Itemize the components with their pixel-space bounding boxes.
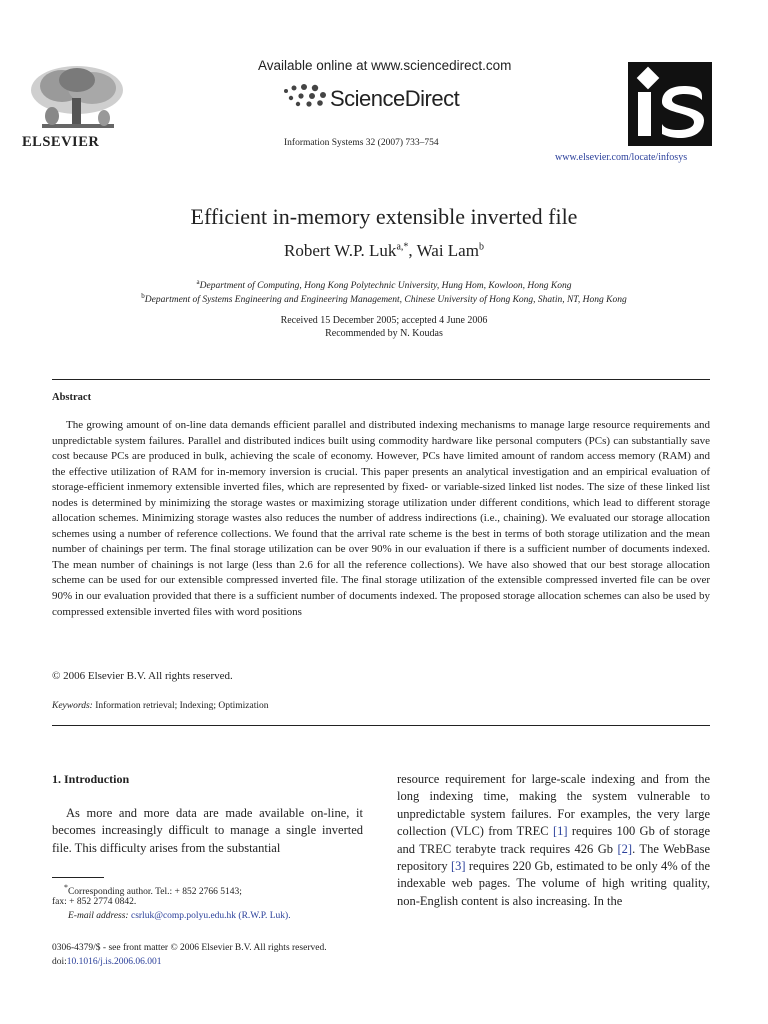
email-owner: (R.W.P. Luk). [236,911,291,921]
intro-text: requires 220 Gb, estimated to be only 4% of the indexable web pages. The volume of high writing quality, non-English content is also increasing. In the [397,859,711,908]
elsevier-tree-logo [22,64,132,136]
footnote-fax: fax: + 852 2774 0842. [52,897,137,907]
email-label: E-mail address: [68,911,129,921]
footnote-text: Corresponding author. Tel.: + 852 2766 5143; [67,887,242,898]
abstract-text: The growing amount of on-line data demands efficient parallel and distributed indexing mechanisms to manage large resource requirements and unpredictable system failures. Parallel and distributed indices built using commodity hardware like personal computers (PCs) can substantially save cost because PCs are produced in bulk, achieving the scale of economy. However, PCs have limited amount of random access memory (RAM) and the effective utilization of RAM for in-memory inversion is crucial. This paper presents an analytical investigation and an empirical evaluation of storage-efficient inmemory extensible inverted files, which are represented by fixed- or variable-sized linked list nodes. The size of these linked list nodes is determined by minimizing the storage wastes or maximizing storage utilization under different conditions, which lead to different storage allocation schemes. Minimizing storage wastes also reduces the number of address indirections (i.e., chaining). We evaluated our storage allocation schemes using a number of reference collections. We found that the arrival rate scheme is the best in terms of both storage utilization and the mean number of chainings per term. The final storage utilization can be over 90% in our evaluation if there is a sufficient number of documents indexed. The mean number of chainings is not large (less than 2.6 for all the reference collections). We have also showed that our best storage allocation scheme can be used for our extensible compressed inverted file. The final storage utilization of the extensible compressed inverted file can be over 90% in our evaluation provided that there is a sufficient number of documents indexed. The proposed storage allocation schemes can also be used by compressed extensible inverted files with word positions [52,419,710,618]
affiliation-mark: b [141,292,145,300]
journal-homepage-link[interactable]: www.elsevier.com/locate/infosys [555,152,688,163]
affiliation-mark: a [196,278,200,286]
author-separator: , [408,241,417,260]
doi-label: doi: [52,957,67,967]
journal-reference: Information Systems 32 (2007) 733–754 [284,138,439,148]
footnote-mark: * [64,883,68,892]
keywords-line [52,701,269,711]
elsevier-wordmark: ELSEVIER [22,134,100,150]
received-dates: Received 15 December 2005; accepted 4 June 2006 [280,315,488,326]
article-title: Efficient in-memory extensible inverted file [190,204,578,229]
abstract-heading: Abstract [52,392,92,403]
intro-paragraph: As more and more data are made available on-line, it becomes increasingly difficult to manage a single inverted file. This difficulty arises from the substantial [52,806,363,855]
email-link[interactable]: csrluk@comp.polyu.edu.hk [130,911,237,921]
footnote-rule [52,877,104,878]
sciencedirect-wordmark: ScienceDirect [330,86,460,111]
abstract-body [52,418,710,620]
divider [52,379,710,380]
available-online-text: Available online at www.sciencedirect.com [258,58,512,73]
citation-link[interactable]: [1] [552,824,568,839]
keywords-list: Information retrieval; Indexing; Optimization [95,701,269,711]
intro-text: resource requirement for large-scale indexing and from the long indexing time, making the system vulnerable to unpredictable system failures. For examples, the very large collection (VLC) from TREC [397,772,710,839]
affiliation-text: Department of Computing, Hong Kong Polytechnic University, Hung Hom, Kowloon, Hong Kong [199,281,572,292]
footnote-corresponding [64,883,242,897]
footnote-email [68,911,291,921]
section-heading: 1. Introduction [52,772,130,786]
citation-link[interactable]: [2] [617,841,633,856]
citation-link[interactable]: [3] [451,859,466,874]
recommended-by: Recommended by N. Koudas [325,328,443,339]
affiliation-text: Department of Systems Engineering and Engineering Management, Chinese University of Hong Kong, Shatin, NT, Hong Kong [144,295,627,306]
intro-left-column [52,805,363,857]
intro-right-column [397,771,710,910]
copyright-notice: © 2006 Elsevier B.V. All rights reserved. [52,670,233,682]
doi-link[interactable]: 10.1016/j.is.2006.06.001 [66,957,162,967]
issn-line: 0306-4379/$ - see front matter © 2006 Elsevier B.V. All rights reserved. [52,943,327,953]
author-name: Robert W.P. Luk [284,241,397,260]
divider [52,725,710,726]
affiliation-mark: b [478,241,484,253]
affiliation-b [0,292,768,305]
affiliation-mark: a,* [396,241,409,253]
intro-text: requires 100 Gb of storage and TREC terabyte track requires 426 Gb [397,824,710,856]
information-systems-journal-logo [628,62,712,146]
doi-line [52,957,162,967]
keywords-label: Keywords: [52,701,93,711]
affiliation-a [0,278,768,291]
author-name: Wai Lam [416,241,479,260]
intro-text: . The WebBase repository [397,841,710,874]
author-list [0,241,768,261]
